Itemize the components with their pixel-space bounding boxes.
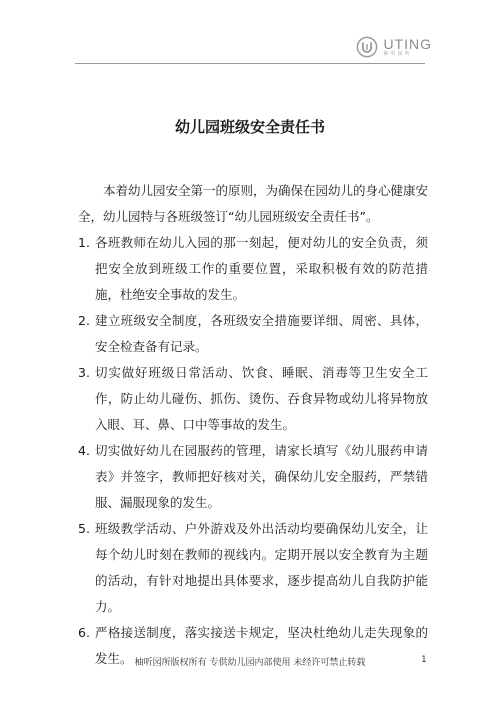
item-number: 3. xyxy=(78,365,90,380)
uting-logo-icon xyxy=(356,36,378,58)
page-number: 1 xyxy=(421,655,427,665)
header-divider xyxy=(75,63,425,64)
copyright-note: 柚听园所版权所有 专供幼儿园内部使用 未经许可禁止转载 xyxy=(134,658,366,668)
item-text: 严格接送制度，落实接送卡规定，坚决杜绝幼儿走失现象的发生。 xyxy=(95,625,428,666)
brand-name: UTING xyxy=(383,35,432,52)
brand-logo xyxy=(356,36,432,58)
item-text: 切实做好幼儿在园服药的管理，请家长填写《幼儿服药申请表》并签字，教师把好核对关，确保幼儿安全服药，严禁错服、漏服现象的发生。 xyxy=(95,443,428,510)
item-text: 班级教学活动、户外游戏及外出活动均要确保幼儿安全，让每个幼儿时刻在教师的视线内。定期开展以安全教育为主题的活动，有针对地提出具体要求，逐步提高幼儿自我防护能力。 xyxy=(95,521,428,614)
page-header xyxy=(0,0,500,64)
document-title: 幼儿园班级安全责任书 xyxy=(174,118,325,136)
intro-paragraph: 本着幼儿园安全第一的原则，为确保在园幼儿的身心健康安全，幼儿园特与各班级签订“幼儿园班级安全责任书”。 xyxy=(78,183,429,224)
item-number: 1. xyxy=(78,235,90,250)
brand-tagline: 柚听园所 xyxy=(383,50,412,57)
page-footer xyxy=(0,652,500,672)
item-number: 2. xyxy=(78,313,90,328)
item-number: 6. xyxy=(78,625,90,640)
document-body xyxy=(78,178,428,672)
item-text: 建立班级安全制度，各班级安全措施要详细、周密、具体，安全检查备有记录。 xyxy=(95,313,428,354)
list-item xyxy=(78,360,428,438)
item-text: 各班教师在幼儿入园的那一刻起，便对幼儿的安全负责，须把安全放到班级工作的重要位置，采取积极有效的防范措施，杜绝安全事故的发生。 xyxy=(95,235,428,302)
item-number: 5. xyxy=(78,521,90,536)
list-item xyxy=(78,516,428,620)
item-number: 4. xyxy=(78,443,90,458)
list-item xyxy=(78,230,428,308)
responsibility-list xyxy=(78,230,428,672)
item-text: 切实做好班级日常活动、饮食、睡眠、消毒等卫生安全工作，防止幼儿碰伤、抓伤、烫伤、吞食异物或幼儿将异物放入眼、耳、鼻、口中等事故的发生。 xyxy=(95,365,428,432)
list-item xyxy=(78,438,428,516)
list-item xyxy=(78,308,428,360)
